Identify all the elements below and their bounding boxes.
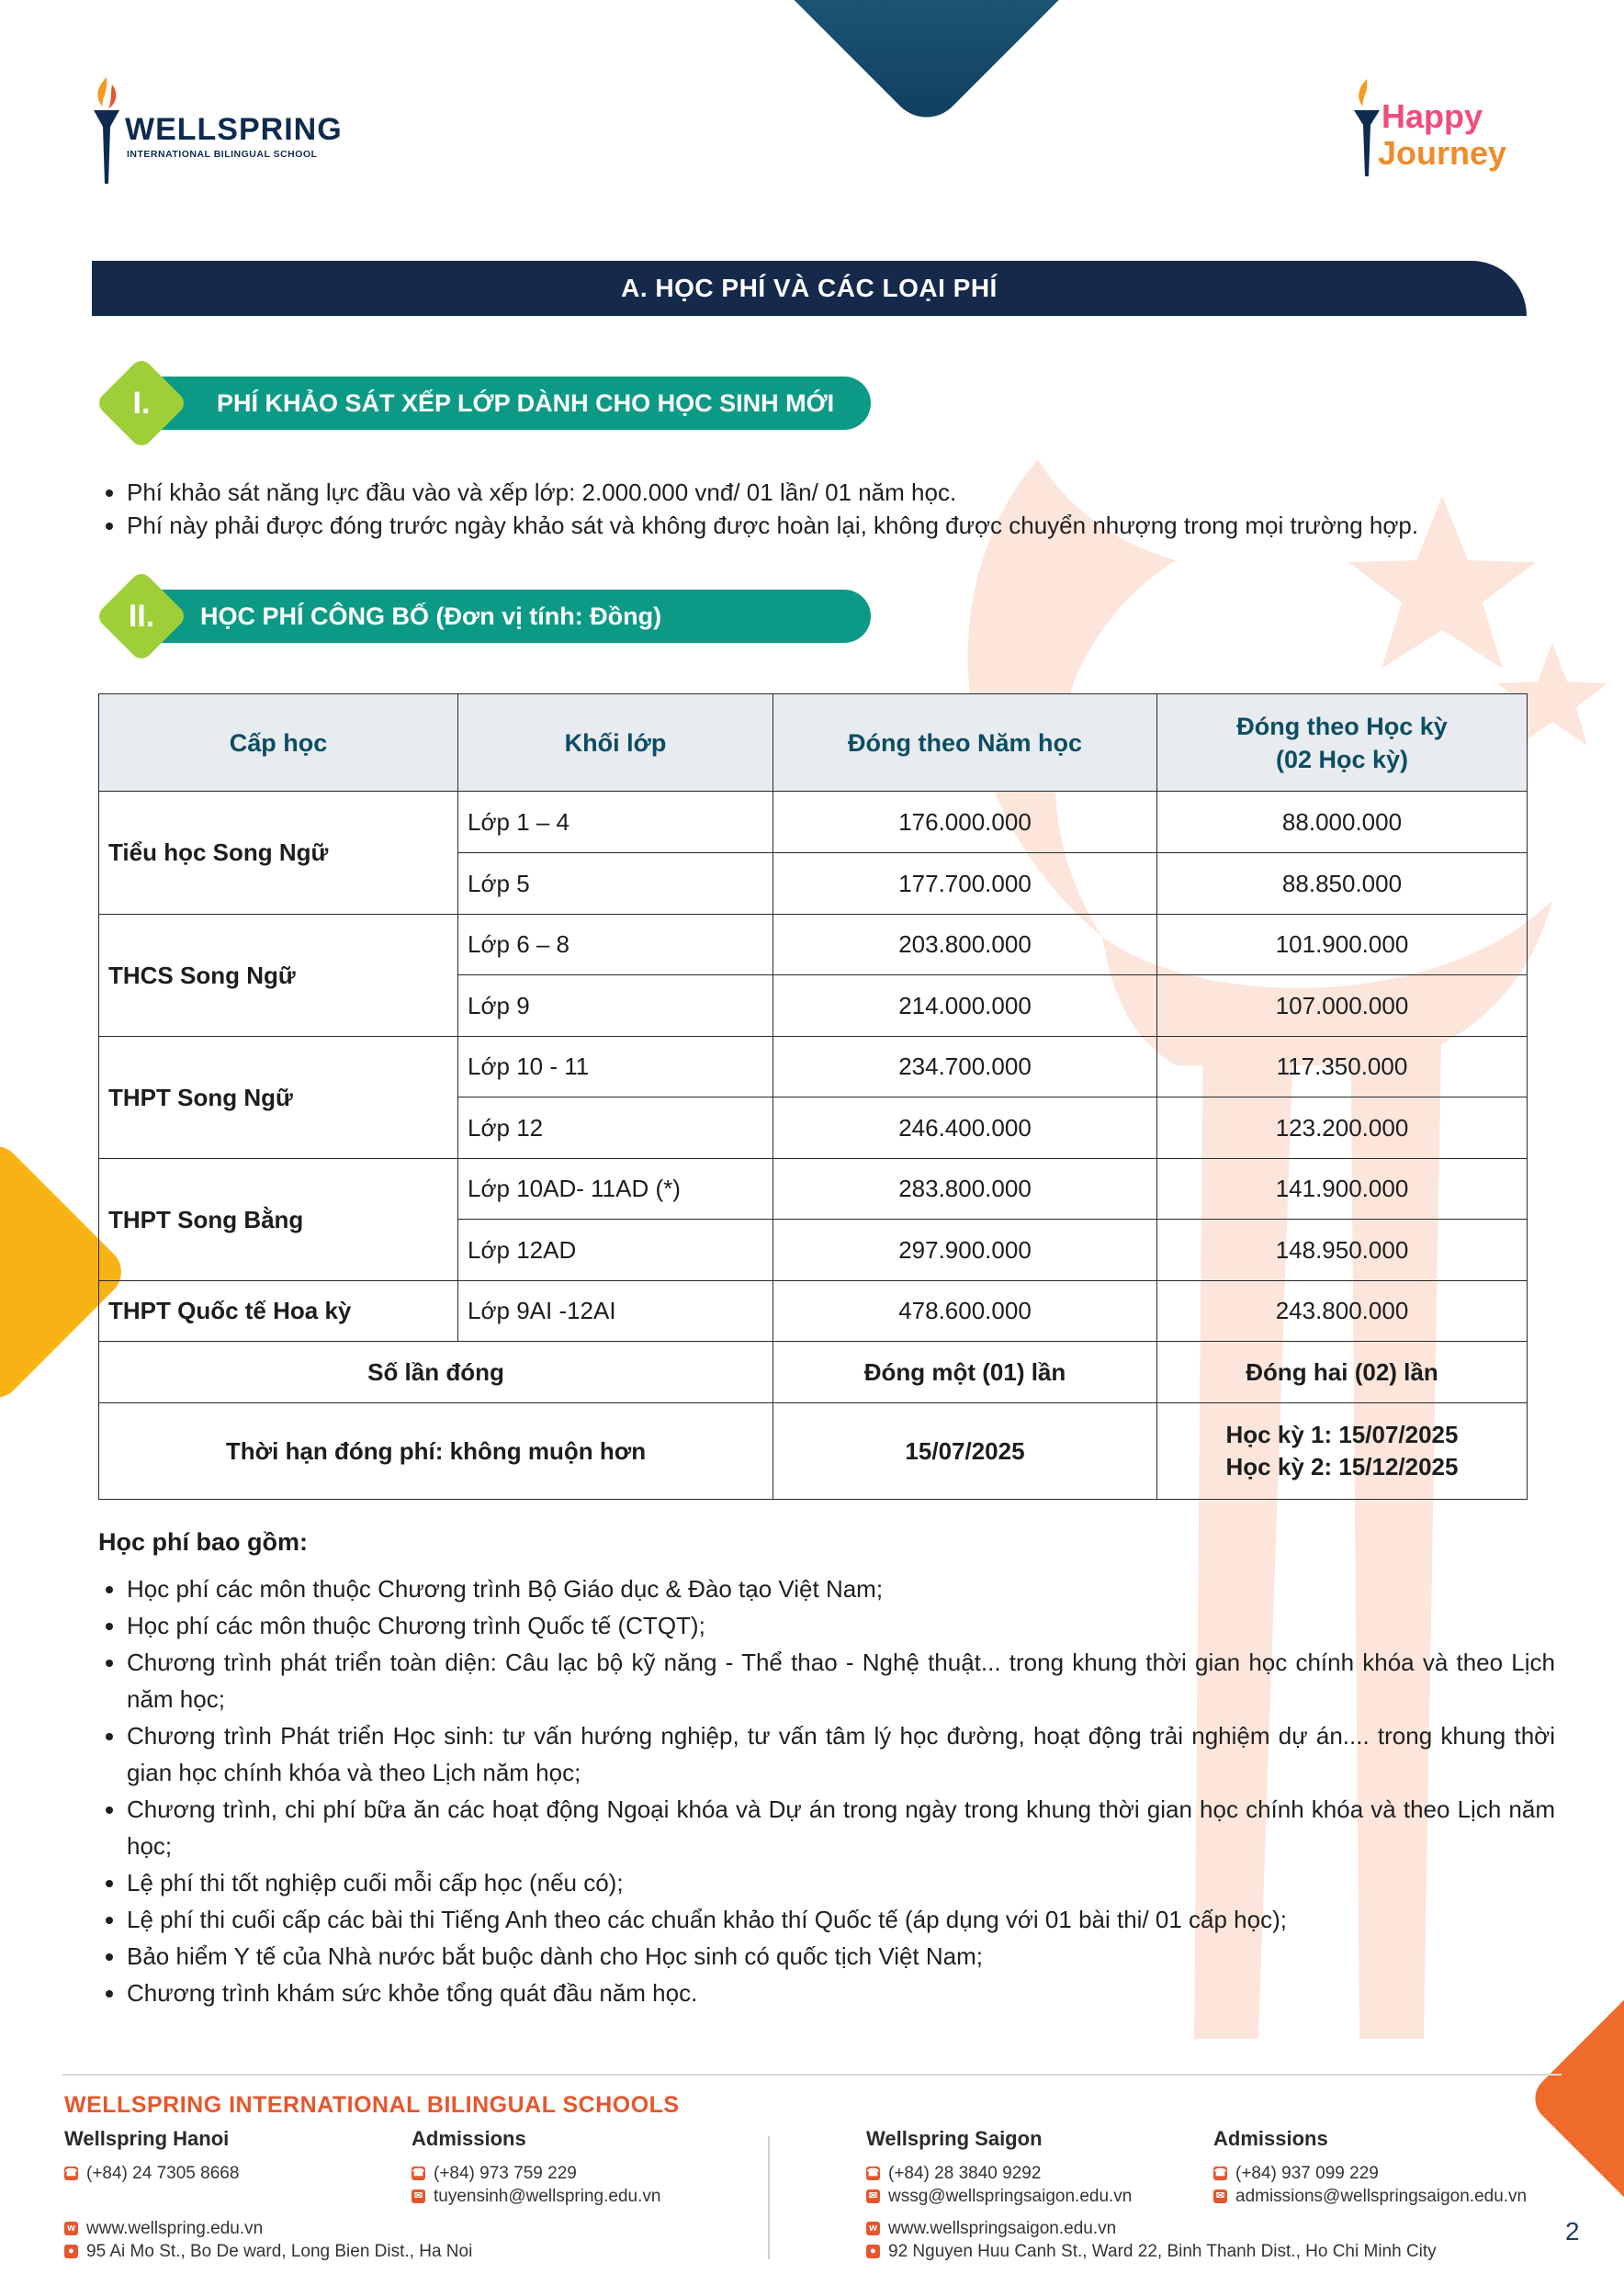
payment-times-row bbox=[99, 1342, 1528, 1403]
included-list bbox=[92, 1570, 1555, 2011]
level-cell: THPT Song Bằng bbox=[99, 1159, 458, 1281]
location-pin-icon: ● bbox=[64, 2245, 78, 2258]
year-fee-cell: 283.800.000 bbox=[773, 1159, 1157, 1220]
hanoi-website-text: www.wellspring.edu.vn bbox=[86, 2219, 264, 2238]
payment-times-semester: Đóng hai (02) lần bbox=[1157, 1342, 1528, 1403]
saigon-email[interactable] bbox=[866, 2185, 1132, 2208]
list-item: • Chương trình khám sức khỏe tổng quát đầu năm học. bbox=[127, 1975, 1555, 2011]
table-row bbox=[99, 1159, 1528, 1220]
grade-cell: Lớp 6 – 8 bbox=[458, 915, 773, 975]
table-row bbox=[99, 1281, 1528, 1342]
year-fee-cell: 297.900.000 bbox=[773, 1220, 1157, 1281]
year-fee-cell: 246.400.000 bbox=[773, 1097, 1157, 1159]
table-row bbox=[99, 792, 1528, 853]
hanoi-admissions-heading: Admissions bbox=[412, 2127, 526, 2150]
email-icon: ✉ bbox=[866, 2189, 880, 2203]
list-item: • Phí này phải được đóng trước ngày khảo sát và không được hoàn lại, không được chuyển nhượng trong mọi trường hợp. bbox=[127, 509, 1560, 542]
top-decoration bbox=[771, 0, 1063, 132]
deadline-label: Thời hạn đóng phí: không muộn hơn bbox=[99, 1403, 773, 1500]
hanoi-admissions-phone[interactable] bbox=[412, 2162, 577, 2185]
header-grade: Khối lớp bbox=[458, 694, 773, 792]
phone-icon: ☎ bbox=[412, 2167, 425, 2178]
hanoi-heading: Wellspring Hanoi bbox=[64, 2127, 230, 2150]
tuition-table bbox=[98, 693, 1528, 1500]
section-title: A. HỌC PHÍ VÀ CÁC LOẠI PHÍ bbox=[621, 274, 998, 302]
saigon-website[interactable] bbox=[866, 2217, 1116, 2240]
grade-cell: Lớp 10AD- 11AD (*) bbox=[458, 1159, 773, 1220]
level-cell: THCS Song Ngữ bbox=[99, 915, 458, 1037]
saigon-phone-text: (+84) 28 3840 9292 bbox=[888, 2164, 1042, 2183]
grade-cell: Lớp 12 bbox=[458, 1097, 773, 1159]
web-icon: w bbox=[866, 2222, 880, 2235]
list-item: • Lệ phí thi tốt nghiệp cuối mỗi cấp học (nếu có); bbox=[127, 1864, 1555, 1901]
payment-times-year: Đóng một (01) lần bbox=[773, 1342, 1157, 1403]
hanoi-phone-text: (+84) 24 7305 8668 bbox=[86, 2164, 240, 2183]
subsection-1-number: I. bbox=[132, 385, 151, 421]
phone-icon: ☎ bbox=[866, 2167, 880, 2178]
subsection-2-title: HỌC PHÍ CÔNG BỐ (Đơn vị tính: Đồng) bbox=[200, 602, 662, 630]
placement-fee-list bbox=[92, 476, 1560, 542]
grade-cell: Lớp 12AD bbox=[458, 1220, 773, 1281]
deadline-semester bbox=[1157, 1403, 1528, 1500]
payment-times-label: Số lần đóng bbox=[99, 1342, 773, 1403]
semester-fee-cell: 123.200.000 bbox=[1157, 1097, 1528, 1159]
semester-fee-cell: 243.800.000 bbox=[1157, 1281, 1528, 1342]
saigon-heading: Wellspring Saigon bbox=[866, 2127, 1043, 2150]
semester-fee-cell: 101.900.000 bbox=[1157, 915, 1528, 975]
grade-cell: Lớp 9AI -12AI bbox=[458, 1281, 773, 1342]
page-number: 2 bbox=[1565, 2217, 1580, 2245]
saigon-address bbox=[866, 2240, 1437, 2263]
saigon-email-text: wssg@wellspringsaigon.edu.vn bbox=[888, 2187, 1133, 2206]
header-semester-line1: Đóng theo Học kỳ bbox=[1236, 712, 1448, 740]
grade-cell: Lớp 9 bbox=[458, 975, 773, 1037]
year-fee-cell: 176.000.000 bbox=[773, 792, 1157, 853]
deadline-semester-2: Học kỳ 2: 15/12/2025 bbox=[1225, 1453, 1459, 1480]
hanoi-address-text: 95 Ai Mo St., Bo De ward, Long Bien Dist., Ha Noi bbox=[86, 2242, 473, 2261]
torch-icon bbox=[88, 75, 125, 186]
logo-subtitle: INTERNATIONAL BILINGUAL SCHOOL bbox=[127, 149, 318, 160]
deadline-year: 15/07/2025 bbox=[773, 1403, 1157, 1500]
saigon-phone[interactable] bbox=[866, 2162, 1041, 2185]
hanoi-phone[interactable] bbox=[64, 2162, 239, 2185]
saigon-admissions-phone[interactable] bbox=[1213, 2162, 1379, 2185]
logo-happy: Happy bbox=[1382, 97, 1483, 135]
footer-vertical-divider bbox=[768, 2136, 770, 2259]
footer-title: WELLSPRING INTERNATIONAL BILINGUAL SCHOOLS bbox=[64, 2092, 680, 2118]
subsection-2-header bbox=[138, 590, 871, 643]
semester-fee-cell: 117.350.000 bbox=[1157, 1037, 1528, 1097]
header-level: Cấp học bbox=[99, 694, 458, 792]
semester-fee-cell: 141.900.000 bbox=[1157, 1159, 1528, 1220]
footer-divider bbox=[62, 2074, 1562, 2076]
grade-cell: Lớp 1 – 4 bbox=[458, 792, 773, 853]
email-icon: ✉ bbox=[412, 2189, 425, 2203]
list-item: • Bảo hiểm Y tế của Nhà nước bắt buộc dành cho Học sinh có quốc tịch Việt Nam; bbox=[127, 1938, 1555, 1975]
hanoi-address bbox=[64, 2240, 472, 2263]
semester-fee-cell: 88.000.000 bbox=[1157, 792, 1528, 853]
level-cell: THPT Song Ngữ bbox=[99, 1037, 458, 1159]
hanoi-website[interactable] bbox=[64, 2217, 263, 2240]
year-fee-cell: 177.700.000 bbox=[773, 853, 1157, 915]
location-pin-icon: ● bbox=[866, 2245, 880, 2258]
header-year: Đóng theo Năm học bbox=[773, 694, 1157, 792]
happy-journey-logo bbox=[1350, 77, 1525, 187]
list-item: • Học phí các môn thuộc Chương trình Bộ Giáo dục & Đào tạo Việt Nam; bbox=[127, 1570, 1555, 1607]
header-semester bbox=[1157, 694, 1528, 792]
grade-cell: Lớp 10 - 11 bbox=[458, 1037, 773, 1097]
saigon-admissions-email[interactable] bbox=[1213, 2185, 1527, 2208]
level-cell: Tiểu học Song Ngữ bbox=[99, 792, 458, 915]
section-title-bar bbox=[92, 261, 1527, 316]
phone-icon: ☎ bbox=[1213, 2167, 1227, 2178]
saigon-admissions-phone-text: (+84) 937 099 229 bbox=[1235, 2164, 1379, 2183]
year-fee-cell: 203.800.000 bbox=[773, 915, 1157, 975]
subsection-2-number: II. bbox=[128, 598, 155, 634]
saigon-admissions-email-text: admissions@wellspringsaigon.edu.vn bbox=[1235, 2187, 1528, 2206]
header-semester-line2: (02 Học kỳ) bbox=[1275, 745, 1409, 773]
list-item: • Phí khảo sát năng lực đầu vào và xếp lớp: 2.000.000 vnđ/ 01 lần/ 01 năm học. bbox=[127, 476, 1560, 509]
list-item: • Chương trình, chi phí bữa ăn các hoạt động Ngoại khóa và Dự án trong ngày trong khung thời gian học chính khóa và theo Lịch năm học; bbox=[127, 1791, 1555, 1864]
deadline-row bbox=[99, 1403, 1528, 1500]
list-item: • Chương trình phát triển toàn diện: Câu lạc bộ kỹ năng - Thể thao - Nghệ thuật... trong khung thời gian học chính khóa và theo Lịch năm học; bbox=[127, 1644, 1555, 1717]
logo-name: WELLSPRING bbox=[125, 112, 343, 147]
year-fee-cell: 214.000.000 bbox=[773, 975, 1157, 1037]
hanoi-admissions-email-text: tuyensinh@wellspring.edu.vn bbox=[434, 2187, 661, 2206]
subsection-1-header bbox=[138, 377, 871, 430]
year-fee-cell: 234.700.000 bbox=[773, 1037, 1157, 1097]
table-row bbox=[99, 1037, 1528, 1097]
included-title: Học phí bao gồm: bbox=[98, 1528, 308, 1556]
grade-cell: Lớp 5 bbox=[458, 853, 773, 915]
email-icon: ✉ bbox=[1213, 2189, 1227, 2203]
saigon-admissions-heading: Admissions bbox=[1213, 2127, 1328, 2150]
subsection-1-title: PHÍ KHẢO SÁT XẾP LỚP DÀNH CHO HỌC SINH MỚI bbox=[217, 388, 835, 417]
table-header-row bbox=[99, 694, 1528, 792]
saigon-address-text: 92 Nguyen Huu Canh St., Ward 22, Binh Thanh Dist., Ho Chi Minh City bbox=[888, 2242, 1437, 2261]
phone-icon: ☎ bbox=[64, 2167, 78, 2178]
list-item: • Chương trình Phát triển Học sinh: tư vấn hướng nghiệp, tư vấn tâm lý học đường, hoạt động trải nghiệm dự án.... trong khung thời gian học chính khóa và theo Lịch năm học; bbox=[127, 1717, 1555, 1791]
hanoi-admissions-phone-text: (+84) 973 759 229 bbox=[434, 2164, 577, 2183]
level-cell: THPT Quốc tế Hoa kỳ bbox=[99, 1281, 458, 1342]
list-item: • Lệ phí thi cuối cấp các bài thi Tiếng Anh theo các chuẩn khảo thí Quốc tế (áp dụng với 01 bài thi/ 01 cấp học); bbox=[127, 1901, 1555, 1938]
table-row bbox=[99, 915, 1528, 975]
deadline-semester-1: Học kỳ 1: 15/07/2025 bbox=[1225, 1421, 1459, 1448]
year-fee-cell: 478.600.000 bbox=[773, 1281, 1157, 1342]
semester-fee-cell: 88.850.000 bbox=[1157, 853, 1528, 915]
list-item: • Học phí các môn thuộc Chương trình Quốc tế (CTQT); bbox=[127, 1607, 1555, 1644]
web-icon: w bbox=[64, 2222, 78, 2235]
hanoi-admissions-email[interactable] bbox=[412, 2185, 660, 2208]
wellspring-logo bbox=[88, 75, 343, 186]
saigon-website-text: www.wellspringsaigon.edu.vn bbox=[888, 2219, 1117, 2238]
semester-fee-cell: 107.000.000 bbox=[1157, 975, 1528, 1037]
semester-fee-cell: 148.950.000 bbox=[1157, 1220, 1528, 1281]
logo-journey: Journey bbox=[1378, 134, 1507, 172]
